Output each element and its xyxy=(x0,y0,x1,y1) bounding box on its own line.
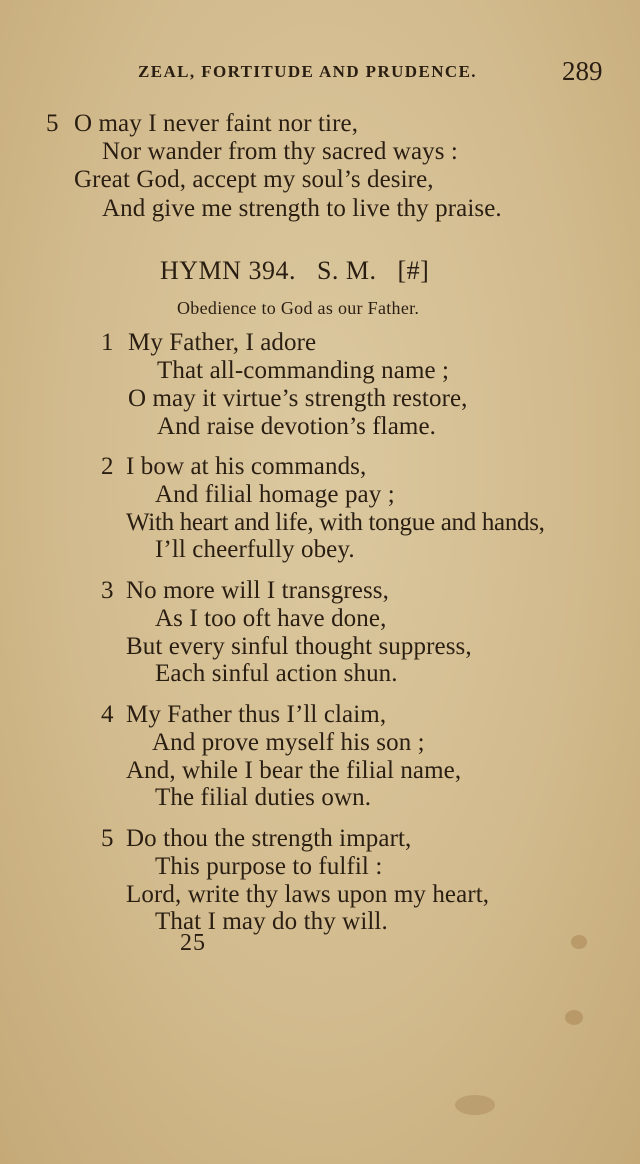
verse-line: That all-commanding name ; xyxy=(157,357,450,384)
hymn-subtitle: Obedience to God as our Father. xyxy=(177,298,420,318)
verse-line: Each sinful action shun. xyxy=(155,660,398,687)
signature-mark: 25 xyxy=(180,930,206,956)
verse-line: And filial homage pay ; xyxy=(155,481,395,508)
verse-line: This purpose to fulfil : xyxy=(155,853,383,880)
verse-line: O may it virtue’s strength restore, xyxy=(128,385,468,412)
verse-line: No more will I transgress, xyxy=(126,577,389,604)
running-head: ZEAL, FORTITUDE AND PRUDENCE. xyxy=(138,62,477,81)
verse-line: And prove myself his son ; xyxy=(152,729,425,756)
verse-line: I bow at his commands, xyxy=(126,453,367,480)
verse-line: Great God, accept my soul’s desire, xyxy=(74,166,434,193)
verse-line: With heart and life, with tongue and hands, xyxy=(126,509,545,536)
hymn-title: HYMN 394. S. M. [#] xyxy=(160,256,430,285)
verse-line: And, while I bear the filial name, xyxy=(126,757,462,784)
stanza-number: 5 xyxy=(46,110,59,137)
stanza-number: 2 xyxy=(101,453,114,480)
verse-line: My Father thus I’ll claim, xyxy=(126,701,387,728)
page-header xyxy=(0,56,640,86)
verse-line: O may I never faint nor tire, xyxy=(74,110,359,137)
verse-line: And give me strength to live thy praise. xyxy=(102,195,502,222)
stanza-number: 5 xyxy=(101,825,114,852)
verse-line: My Father, I adore xyxy=(128,329,317,356)
paper-stain xyxy=(565,1010,583,1025)
page-number: 289 xyxy=(562,56,603,86)
paper-stain xyxy=(455,1095,495,1115)
verse-line: I’ll cheerfully obey. xyxy=(155,536,355,563)
stanza-number: 4 xyxy=(101,701,114,728)
verse-line: As I too oft have done, xyxy=(155,605,387,632)
verse-line: Nor wander from thy sacred ways : xyxy=(102,138,458,165)
verse-line: And raise devotion’s flame. xyxy=(157,413,437,440)
verse-line: Do thou the strength impart, xyxy=(126,825,412,852)
paper-stain xyxy=(571,935,587,949)
verse-line: The filial duties own. xyxy=(155,784,372,811)
verse-line: That I may do thy will. xyxy=(155,908,388,935)
stanza-number: 3 xyxy=(101,577,114,604)
verse-line: But every sinful thought suppress, xyxy=(126,633,472,660)
stanza-number: 1 xyxy=(101,329,114,356)
verse-line: Lord, write thy laws upon my heart, xyxy=(126,881,490,908)
